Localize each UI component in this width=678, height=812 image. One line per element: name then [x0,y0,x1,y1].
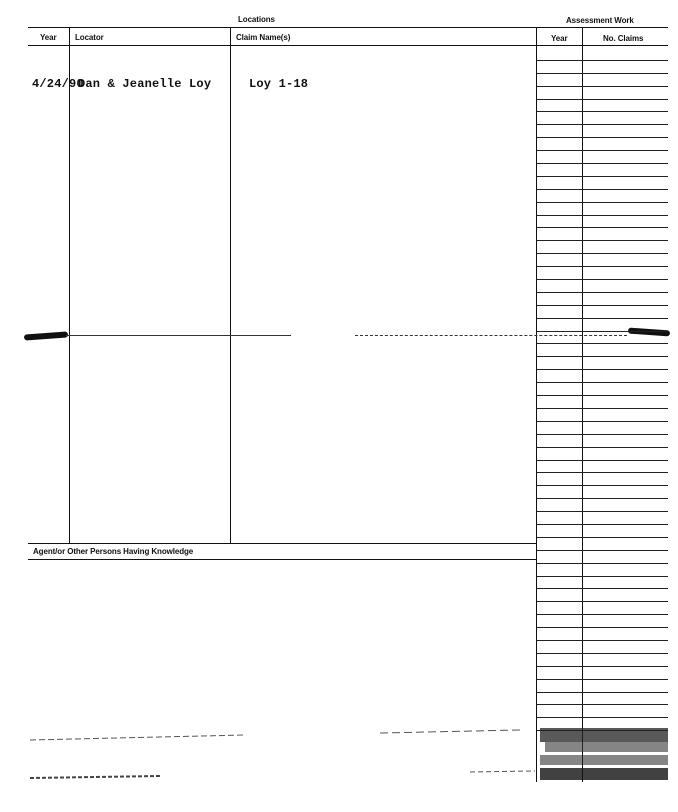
assessment-row [537,577,668,590]
assessment-rows [537,48,668,731]
agent-section-label-rule [28,559,536,560]
assessment-row [537,216,668,229]
assessment-row [537,370,668,383]
assessment-row [537,551,668,564]
header-rule [28,45,668,46]
agent-section-label: Agent/or Other Persons Having Knowledge [33,547,194,556]
assessment-row [537,538,668,551]
assessment-work-header: Assessment Work [566,16,634,25]
assessment-row [537,319,668,332]
agent-section-top-rule [28,543,536,544]
assessment-row [537,100,668,113]
top-rule [28,27,668,28]
assessment-row [537,228,668,241]
assessment-row [537,357,668,370]
assessment-row [537,512,668,525]
scan-block-2 [545,742,668,752]
crease-mark-left [24,331,68,340]
assessment-row [537,241,668,254]
assessment-row [537,499,668,512]
claim-names-column-header: Claim Name(s) [236,33,291,42]
entry-date: 4/24/90 [32,77,84,91]
assessment-row [537,293,668,306]
scan-dash-left [30,735,245,740]
assessment-row [537,138,668,151]
assessment-row [537,705,668,718]
assessment-row [537,112,668,125]
assessment-row [537,254,668,267]
assessment-year-column-header: Year [551,34,568,43]
assessment-row [537,667,668,680]
assessment-row [537,448,668,461]
scan-dash-mid [380,730,520,733]
assessment-row [537,602,668,615]
scan-block-4 [540,768,668,780]
assessment-row [537,61,668,74]
assessment-row [537,74,668,87]
assessment-row [537,564,668,577]
assessment-row [537,409,668,422]
entry-locator: Dan & Jeanelle Loy [78,77,212,91]
assessment-row [537,190,668,203]
assessment-row [537,693,668,706]
scan-dash-bottom-right [470,771,535,772]
assessment-row [537,718,668,731]
scan-dash-bottom [30,776,160,778]
assessment-row [537,486,668,499]
assessment-row [537,332,668,345]
assessment-row [537,125,668,138]
assessment-row [537,87,668,100]
assessment-row [537,306,668,319]
assessment-row [537,435,668,448]
assessment-row [537,164,668,177]
assessment-row [537,396,668,409]
assessment-row [537,344,668,357]
assessment-row [537,680,668,693]
entry-claim-names: Loy 1-18 [249,77,309,91]
assessment-row [537,177,668,190]
assessment-row [537,267,668,280]
scan-block-3 [540,755,668,765]
assessment-row [537,461,668,474]
assessment-row [537,589,668,602]
locations-header: Locations [238,15,275,24]
year-column-header: Year [40,33,57,42]
year-locator-divider [69,27,70,543]
assessment-row [537,151,668,164]
assessment-row [537,473,668,486]
assessment-row [537,422,668,435]
no-claims-column-header: No. Claims [603,34,644,43]
assessment-row [537,280,668,293]
locator-column-header: Locator [75,33,104,42]
assessment-row [537,203,668,216]
assessment-row [537,641,668,654]
assessment-row [537,615,668,628]
crease-line-solid [66,335,291,336]
assessment-row [537,48,668,61]
assessment-row [537,383,668,396]
assessment-row [537,525,668,538]
locator-claims-divider [230,27,231,543]
assessment-row [537,654,668,667]
assessment-row [537,628,668,641]
